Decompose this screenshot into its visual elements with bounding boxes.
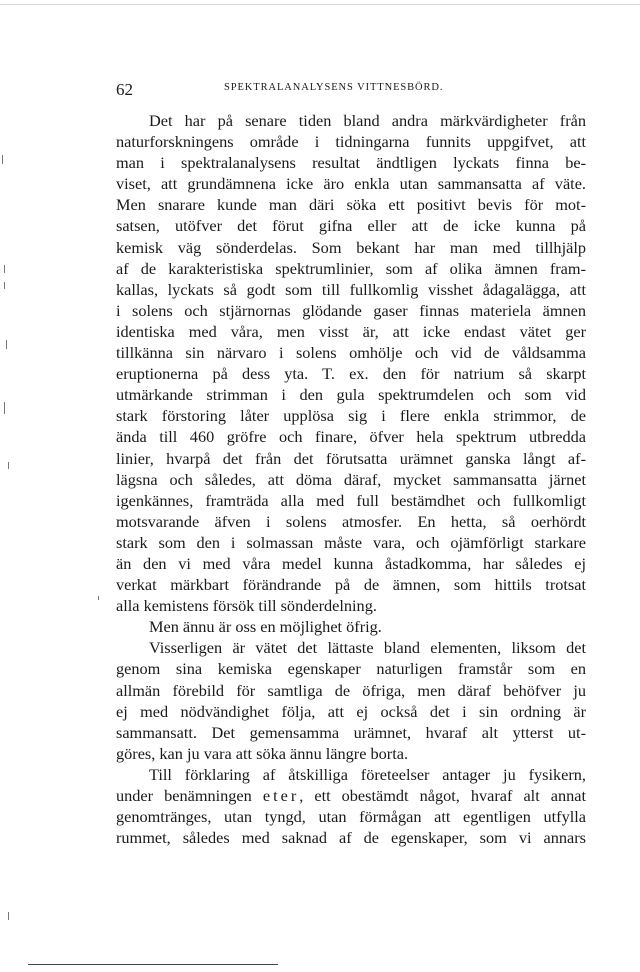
text-fragment: , ett obestämdt något, hvaraf alt annat <box>299 786 586 805</box>
text-line: tillkänna sin närvaro i solens omhölje och vid de våldsamma <box>116 343 586 363</box>
text-line: sammansatt. Det gemensamma urämnet, hvaraf alt ytterst ut- <box>116 722 586 742</box>
text-line: genomtränges, utan tyngd, utan förmågan att egentligen utfylla <box>116 807 586 827</box>
text-line: alla kemistens försök till sönderdelning. <box>116 596 377 616</box>
margin-mark <box>98 596 99 600</box>
text-line: identiska med våra, men visst är, att icke endast vätet ger <box>116 321 586 341</box>
text-line: Men ännu är oss en möjlighet öfrig. <box>149 617 382 637</box>
text-line: Men snarare kunde man däri söka ett positivt bevis för mot- <box>116 195 586 215</box>
text-fragment: under benämningen <box>116 786 252 805</box>
text-line: allmän förebild för samtliga de öfriga, men däraf behöfver ju <box>116 680 586 700</box>
body-text <box>116 110 586 848</box>
text-line: satsen, utöfver det förut gifna eller att de icke kunna på <box>116 216 586 236</box>
spaced-term: eter <box>262 786 300 805</box>
text-line: utmärkande strimman i den gula spektrumdelen och som vid <box>116 385 586 405</box>
text-line: viset, att grundämnena icke äro enkla utan sammansatta af väte. <box>116 174 586 194</box>
margin-mark <box>4 282 5 289</box>
margin-mark <box>8 912 9 920</box>
text-line: Visserligen är vätet det lättaste bland elementen, liksom det <box>149 638 586 658</box>
text-line: kallas, lyckats så godt som till fullkomlig visshet ådagalägga, att <box>116 279 586 299</box>
text-line: stark som den i solmassan måste vara, och ojämförligt starkare <box>116 532 586 552</box>
text-line: stark förstoring låter upplösa sig i flere enkla strimmor, de <box>116 406 586 426</box>
text-line: göres, kan ju vara att söka ännu längre borta. <box>116 743 409 763</box>
text-line: Det har på senare tiden bland andra märkvärdigheter från <box>149 111 586 130</box>
page-header <box>116 80 586 98</box>
text-line: Till förklaring af åtskilliga företeelser antager ju fysikern, <box>149 764 586 784</box>
text-line: af de karakteristiska spektrumlinier, som af olika ämnen fram- <box>116 258 586 278</box>
text-line: kemisk väg sönderdelas. Som bekant har man med tillhjälp <box>116 237 586 257</box>
running-head: SPEKTRALANALYSENS VITTNESBÖRD. <box>224 82 444 93</box>
margin-mark <box>2 155 3 164</box>
margin-mark <box>4 265 5 273</box>
text-line: eruptionerna på dess yta. T. ex. den för natrium så skarpt <box>116 364 586 384</box>
text-line: naturforskningens område i tidningarna funnits uppgifvet, att <box>116 132 586 152</box>
top-edge-rule <box>0 4 640 5</box>
page-number: 62 <box>116 80 133 99</box>
text-line: ej med nödvändighet följa, att ej också det i sin ordning är <box>116 701 586 721</box>
text-line: man i spektralanalysens resultat ändtligen lyckats finna be- <box>116 153 586 173</box>
text-line <box>116 785 586 806</box>
text-line: än den vi med våra medel kunna åstadkomma, har således ej <box>116 553 586 573</box>
margin-mark <box>6 340 7 349</box>
text-line: rummet, således med saknad af de egenskaper, som vi annars <box>116 828 586 848</box>
text-line: genom sina kemiska egenskaper naturligen framstår som en <box>116 659 586 679</box>
margin-mark <box>8 462 9 469</box>
text-line: linier, hvarpå det från det förutsatta urämnet ganska långt af- <box>116 448 586 468</box>
text-line: verkat märkbart förändrande på de ämnen, som hittils trotsat <box>116 575 586 595</box>
text-line: lägsna och således, att döma däraf, mycket sammansatta järnet <box>116 469 586 489</box>
bottom-edge-rule <box>28 964 278 965</box>
text-line: motsvarande äfven i solens atmosfer. En hetta, så oerhördt <box>116 511 586 531</box>
text-line: i solens och stjärnornas glödande gaser finnas materiela ämnen <box>116 300 586 320</box>
text-line: ända till 460 gröfre och finare, öfver hela spektrum utbredda <box>116 427 586 447</box>
margin-mark <box>4 402 5 414</box>
text-line: igenkännes, framträda alla med full bestämdhet och fullkomligt <box>116 490 586 510</box>
